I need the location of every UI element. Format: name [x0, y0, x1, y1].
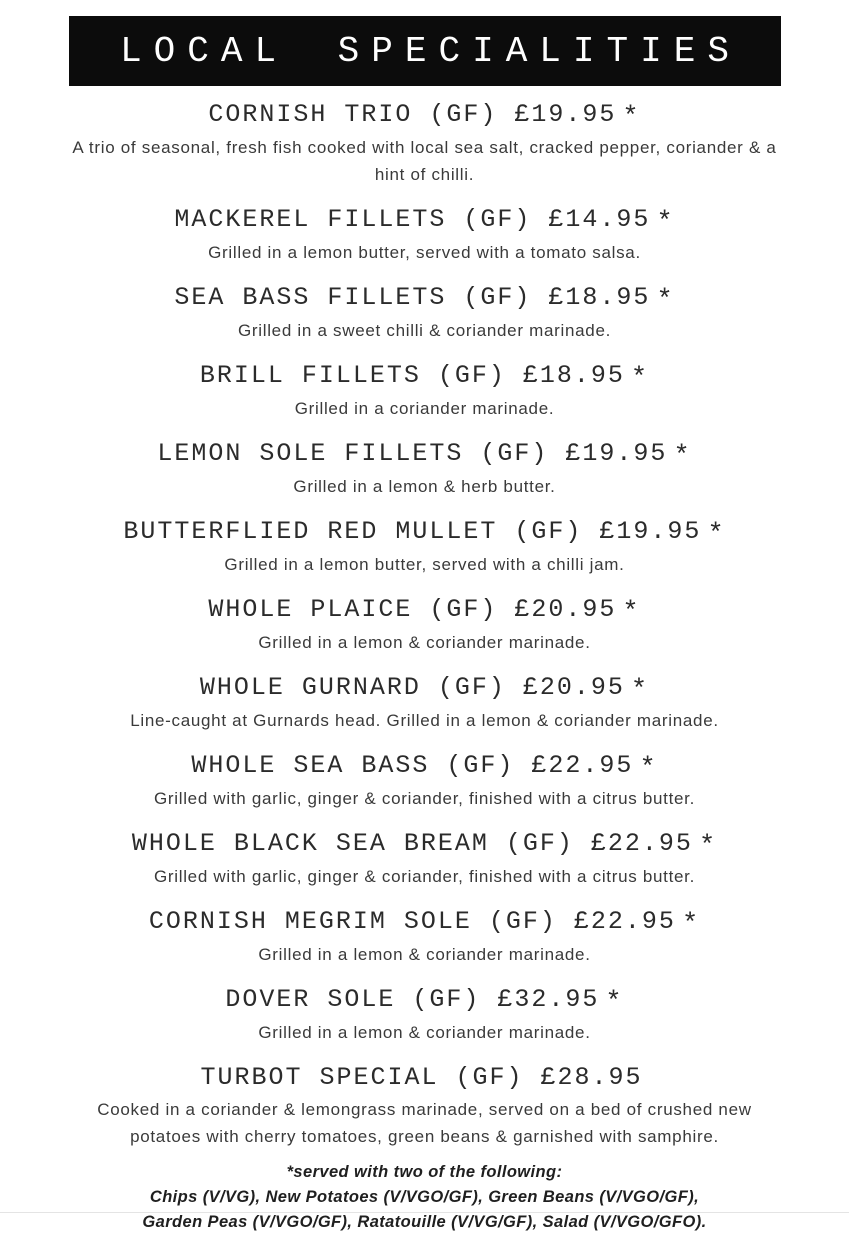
menu-item-title: [0, 515, 849, 549]
menu-item-title: [0, 98, 849, 132]
menu-item-description: Grilled in a lemon butter, served with a tomato salsa.: [208, 243, 641, 262]
menu-item-title: [0, 749, 849, 783]
menu-item-name-price: MACKEREL FILLETS (GF) £14.95: [174, 205, 651, 234]
menu-item: [0, 437, 849, 500]
bottom-divider: [0, 1212, 849, 1213]
footer-note-line: Garden Peas (V/VGO/GF), Ratatouille (V/VG/GF), Salad (V/VGO/GFO).: [142, 1213, 707, 1231]
menu-item: [0, 1061, 849, 1150]
menu-item-name-price: WHOLE SEA BASS (GF) £22.95: [191, 751, 634, 780]
menu-item-description: Grilled with garlic, ginger & coriander, finished with a citrus butter.: [153, 867, 696, 886]
asterisk-marker: *: [656, 208, 675, 238]
footer-note: [0, 1160, 849, 1235]
asterisk-marker: *: [630, 364, 650, 394]
asterisk-marker: *: [707, 520, 726, 550]
menu-item: [0, 515, 849, 578]
menu-item-title: [0, 905, 849, 939]
menu-item-description: Grilled in a lemon & herb butter.: [293, 477, 556, 496]
menu-item: [0, 203, 849, 266]
menu-item-name-price: WHOLE BLACK SEA BREAM (GF) £22.95: [131, 829, 693, 858]
menu-item-description: Line-caught at Gurnards head. Grilled in a lemon & coriander marinade.: [130, 711, 719, 730]
menu-item-description: Grilled in a lemon butter, served with a chilli jam.: [224, 555, 625, 574]
asterisk-marker: *: [656, 286, 675, 316]
menu-item-title: [0, 359, 849, 393]
menu-item: [0, 749, 849, 812]
menu-item-description: Grilled in a lemon & coriander marinade.: [258, 633, 591, 652]
menu-item-name-price: CORNISH MEGRIM SOLE (GF) £22.95: [148, 907, 676, 936]
menu-item-name-price: SEA BASS FILLETS (GF) £18.95: [174, 283, 651, 312]
menu-item: [0, 905, 849, 968]
menu-item-description: Grilled in a sweet chilli & coriander marinade.: [237, 321, 612, 340]
footer-note-line: Chips (V/VG), New Potatoes (V/VGO/GF), Green Beans (V/VGO/GF),: [149, 1188, 700, 1206]
menu-item-name-price: LEMON SOLE FILLETS (GF) £19.95: [157, 439, 668, 468]
asterisk-marker: *: [622, 103, 641, 133]
menu-item-description: Grilled in a lemon & coriander marinade.: [258, 945, 591, 964]
menu-item: [0, 827, 849, 890]
menu-item-name-price: DOVER SOLE (GF) £32.95: [225, 985, 600, 1014]
asterisk-marker: *: [698, 832, 718, 862]
menu-item: [0, 671, 849, 734]
asterisk-marker: *: [622, 598, 641, 628]
menu-item: [0, 359, 849, 422]
footer-note-title: *served with two of the following:: [286, 1163, 563, 1181]
menu-item-name-price: WHOLE GURNARD (GF) £20.95: [199, 673, 625, 702]
menu-item-description: Cooked in a coriander & lemongrass marinade, served on a bed of crushed new potatoes with cherry tomatoes, green beans & garnished with samphire.: [97, 1100, 752, 1146]
menu-item-title: [0, 671, 849, 705]
menu-item-title: [0, 827, 849, 861]
menu-item-name-price: TURBOT SPECIAL (GF) £28.95: [200, 1063, 643, 1092]
header-banner: [69, 16, 781, 86]
menu-item-title: [0, 983, 849, 1017]
menu-item-description: Grilled in a lemon & coriander marinade.: [258, 1023, 591, 1042]
menu-item: [0, 281, 849, 344]
menu-item-name-price: BRILL FILLETS (GF) £18.95: [199, 361, 625, 390]
menu-item-description: Grilled with garlic, ginger & coriander, finished with a citrus butter.: [153, 789, 696, 808]
menu-item-title: [0, 281, 849, 315]
asterisk-marker: *: [639, 754, 658, 784]
asterisk-marker: *: [673, 442, 692, 472]
menu-item-title: [0, 437, 849, 471]
menu-item-title: [0, 1061, 849, 1094]
asterisk-marker: *: [630, 676, 650, 706]
menu-item: [0, 98, 849, 188]
asterisk-marker: *: [681, 910, 701, 940]
menu-list: [0, 86, 849, 1150]
menu-item-title: [0, 593, 849, 627]
menu-page: [0, 16, 849, 1231]
menu-item: [0, 983, 849, 1046]
menu-item-name-price: CORNISH TRIO (GF) £19.95: [208, 100, 617, 129]
menu-item-description: Grilled in a coriander marinade.: [294, 399, 555, 418]
menu-item-description: A trio of seasonal, fresh fish cooked with local sea salt, cracked pepper, coriander & a hint of chilli.: [72, 138, 777, 184]
menu-item-title: [0, 203, 849, 237]
menu-item: [0, 593, 849, 656]
page-title: LOCAL SPECIALITIES: [120, 30, 741, 72]
asterisk-marker: *: [605, 988, 624, 1018]
menu-item-name-price: BUTTERFLIED RED MULLET (GF) £19.95: [123, 517, 702, 546]
menu-item-name-price: WHOLE PLAICE (GF) £20.95: [208, 595, 617, 624]
